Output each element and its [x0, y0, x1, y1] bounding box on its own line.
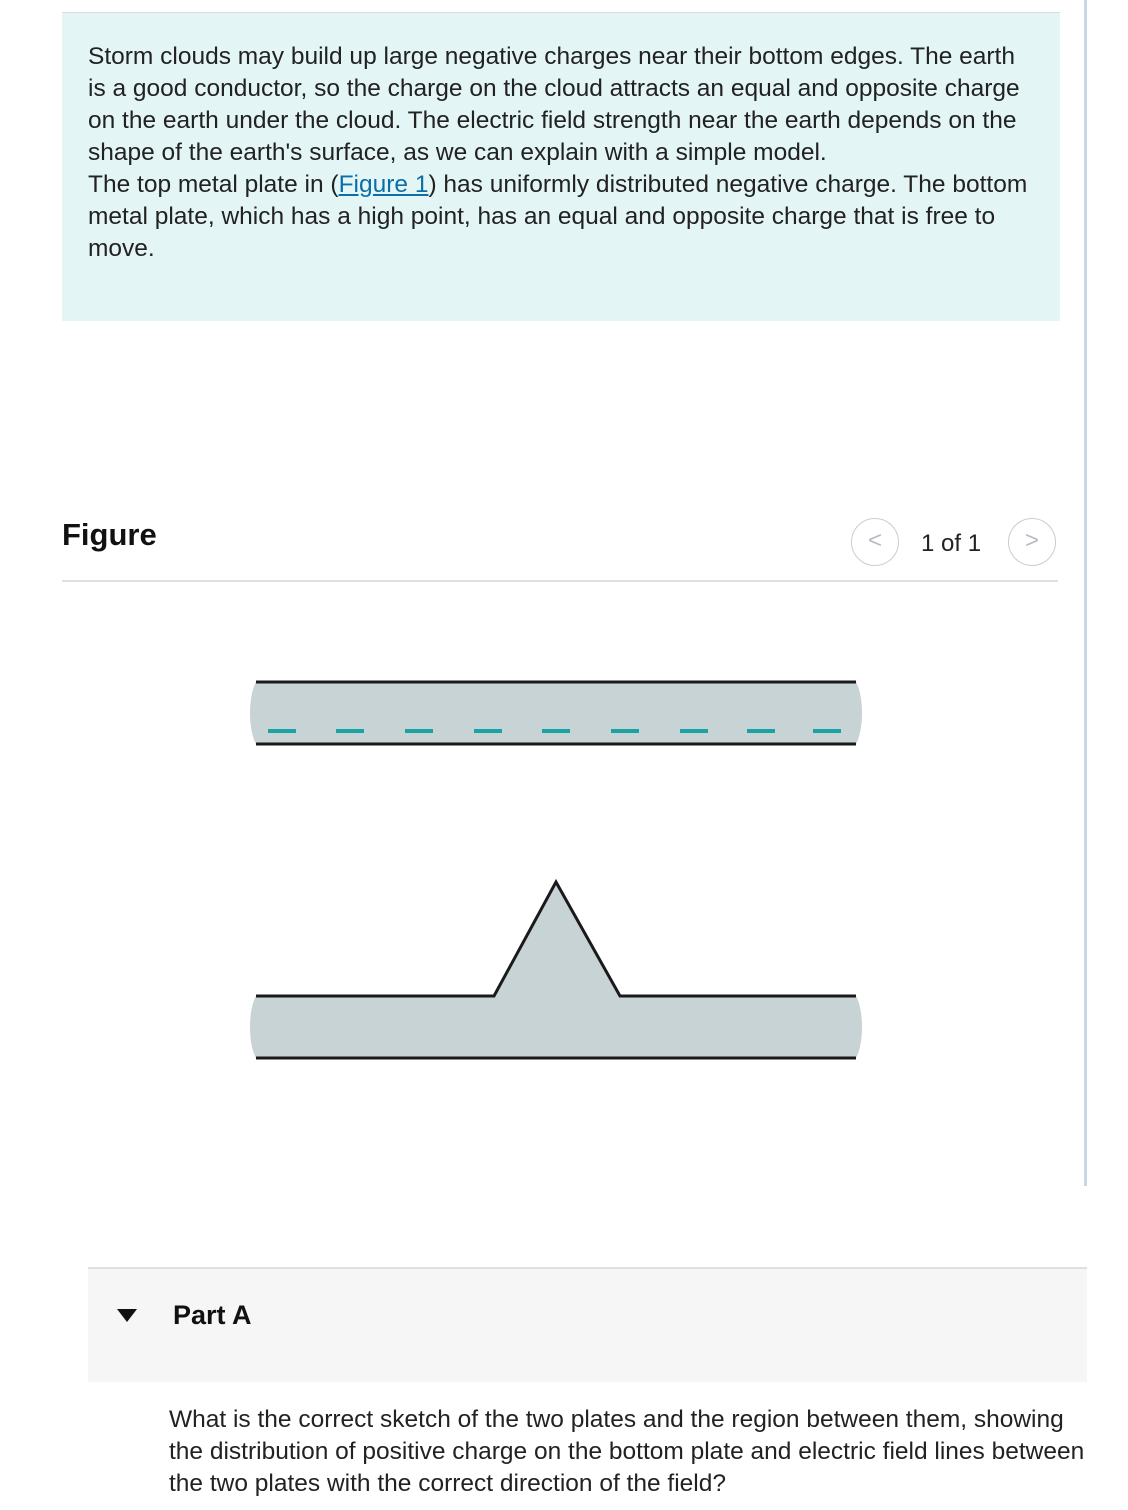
intro-paragraph-2-end: ) has uniformly distributed negative charge. The bottom metal plate, which has a high point, has an equal and opposite charge that is free to move.	[88, 171, 1028, 262]
part-a-question: What is the correct sketch of the two plates and the region between them, showing the distribution of positive charge on the bottom plate and electric field lines between the two plates with the correct direction of the field?	[169, 1406, 1085, 1497]
chevron-left-icon: <	[867, 527, 882, 554]
figure-pager	[851, 518, 1059, 566]
top-plate	[250, 682, 862, 744]
next-figure-button[interactable]	[1008, 518, 1056, 566]
part-a-header[interactable]	[88, 1269, 1087, 1382]
caret-down-icon[interactable]	[117, 1309, 137, 1322]
intro-paragraph-2-start: The top metal plate in (	[88, 171, 339, 198]
figure-title: Figure	[62, 517, 157, 552]
bottom-plate-body	[250, 882, 862, 1058]
intro-paragraph-1: Storm clouds may build up large negative charges near their bottom edges. The earth is a good conductor, so the charge on the cloud attracts an equal and opposite charge on the earth under the cloud. The electric field strength near the earth depends on the shape of the earth's surface, as we can explain with a simple model.	[88, 43, 1020, 166]
figure-1-link[interactable]: Figure 1	[338, 171, 429, 198]
top-plate-body	[250, 682, 862, 744]
bottom-plate	[250, 882, 862, 1058]
previous-figure-button[interactable]	[851, 518, 899, 566]
intro-paragraph-2	[88, 169, 1034, 265]
plates-figure	[240, 660, 880, 1080]
page-count: 1 of 1	[921, 530, 982, 557]
figure-divider	[62, 580, 1058, 582]
chevron-right-icon: >	[1024, 527, 1039, 554]
part-a-label: Part A	[173, 1300, 252, 1330]
intro-box	[62, 13, 1060, 321]
right-scroll-divider	[1084, 0, 1087, 1186]
